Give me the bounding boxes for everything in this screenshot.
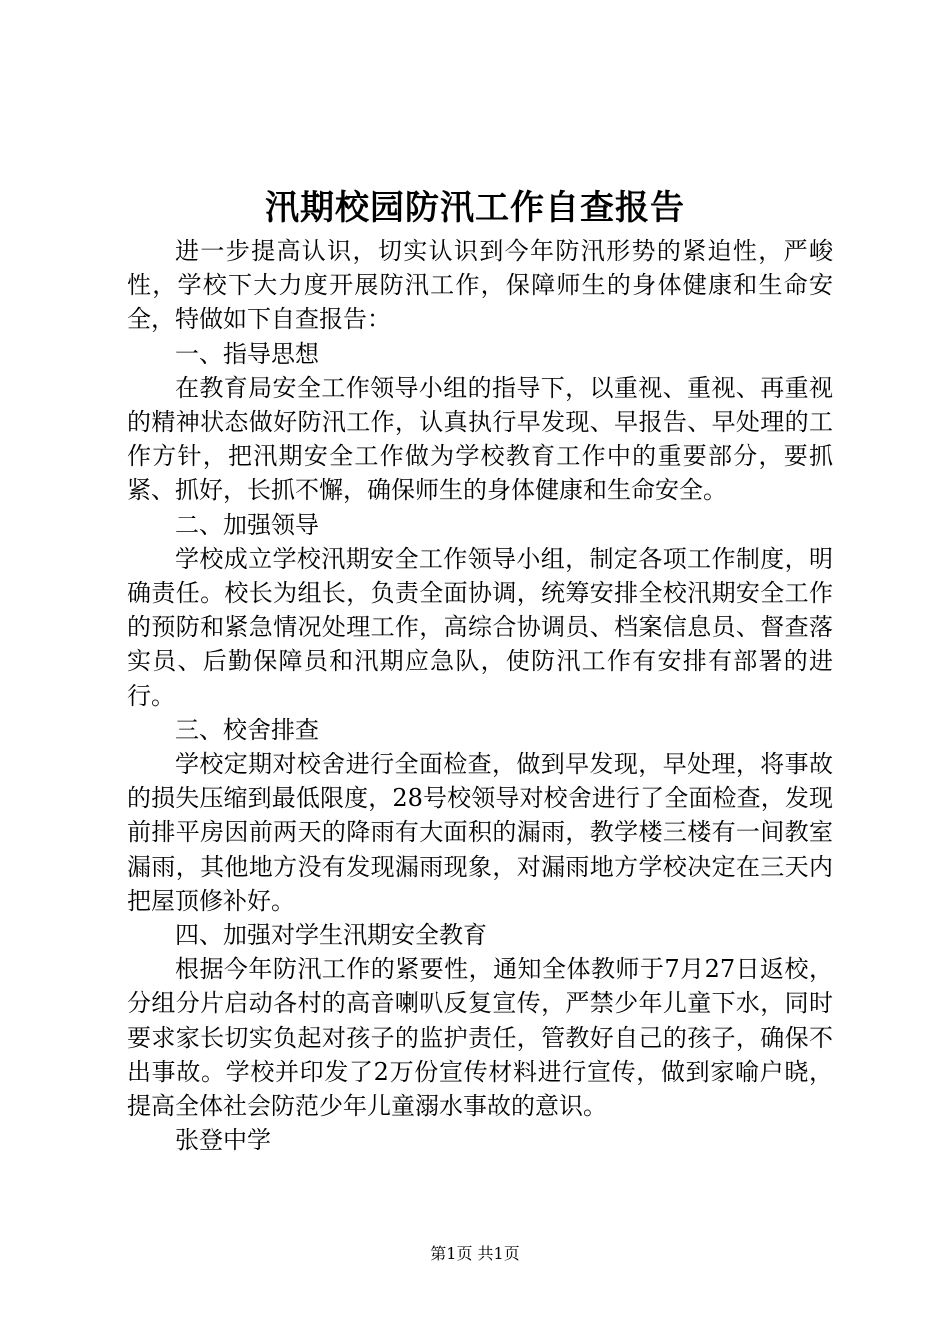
section-heading-leadership: 二、加强领导 bbox=[175, 510, 319, 539]
page-footer: 第1页 共1页 bbox=[430, 1244, 520, 1263]
document-body bbox=[127, 234, 833, 1157]
signature-school-name: 张登中学 bbox=[175, 1126, 271, 1155]
guiding-ideology-paragraph: 在教育局安全工作领导小组的指导下，以重视、重视、再重视的精神状态做好防汛工作，认真执行早发现、早报告、早处理的工作方针，把汛期安全工作做为学校教育工作中的重要部分，要抓紧、抓好，长抓不懈，确保师生的身体健康和生命安全。 bbox=[127, 373, 833, 505]
section-heading-inspection: 三、校舍排查 bbox=[175, 715, 319, 744]
inspection-paragraph: 学校定期对校舍进行全面检查，做到早发现，早处理，将事故的损失压缩到最低限度，28号校领导对校舍进行了全面检查，发现前排平房因前两天的降雨有大面积的漏雨，教学楼三楼有一间教室漏雨，其他地方没有发现漏雨现象，对漏雨地方学校决定在三天内把屋顶修补好。 bbox=[127, 750, 833, 915]
section-heading-guiding-ideology: 一、指导思想 bbox=[175, 339, 319, 368]
leadership-paragraph: 学校成立学校汛期安全工作领导小组，制定各项工作制度，明确责任。校长为组长，负责全面协调，统筹安排全校汛期安全工作的预防和紧急情况处理工作，高综合协调员、档案信息员、督查落实员、后勤保障员和汛期应急队，使防汛工作有安排有部署的进行。 bbox=[127, 544, 833, 710]
document-title: 汛期校园防汛工作自查报告 bbox=[265, 188, 685, 228]
section-heading-safety-education: 四、加强对学生汛期安全教育 bbox=[175, 921, 487, 950]
intro-paragraph: 进一步提高认识，切实认识到今年防汛形势的紧迫性，严峻性，学校下大力度开展防汛工作，保障师生的身体健康和生命安全，特做如下自查报告： bbox=[127, 237, 833, 334]
safety-education-paragraph: 根据今年防汛工作的紧要性，通知全体教师于7月27日返校，分组分片启动各村的高音喇叭反复宣传，严禁少年儿童下水，同时要求家长切实负起对孩子的监护责任，管教好自己的孩子，确保不出事故。学校并印发了2万份宣传材料进行宣传，做到家喻户晓，提高全体社会防范少年儿童溺水事故的意识。 bbox=[127, 955, 833, 1121]
